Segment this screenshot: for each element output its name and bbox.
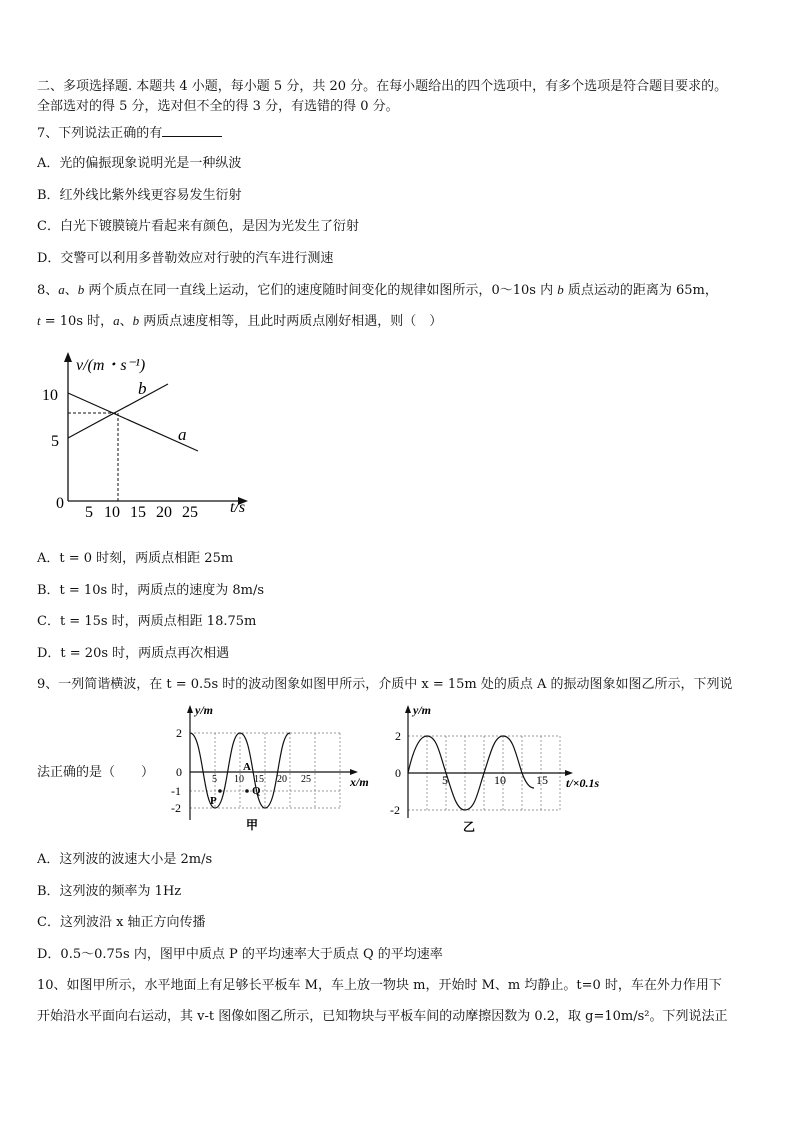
vib-xtick-5: 5 bbox=[442, 773, 448, 787]
vt-xtick-10: 10 bbox=[104, 504, 120, 521]
vt-label-b: b bbox=[138, 379, 147, 398]
wave-xtick-25: 25 bbox=[301, 774, 311, 785]
vt-xtick-5: 5 bbox=[85, 504, 93, 521]
q8-comma: ， bbox=[704, 283, 718, 298]
wave-ytick-minus1: -1 bbox=[171, 784, 181, 798]
q7-option-b: B．红外线比紫外线更容易发生衍射 bbox=[37, 188, 242, 203]
wave-xlabel: x/m bbox=[350, 775, 369, 789]
wave-ylabel: y/m bbox=[195, 703, 213, 717]
wave-label-P: P bbox=[210, 795, 217, 807]
vibration-graph bbox=[390, 700, 612, 835]
q9-option-c: C．这列波沿 x 轴正方向传播 bbox=[37, 915, 206, 930]
wave-ytick-0: 0 bbox=[176, 765, 182, 779]
vt-xlabel: t/s bbox=[230, 499, 246, 516]
vib-ytick-minus2: -2 bbox=[390, 803, 400, 817]
section-header-line1: 二、多项选择题. 本题共 4 小题，每小题 5 分，共 20 分。在每小题给出的四个选项中，有多个选项是符合题目要求的。 bbox=[37, 79, 728, 94]
q8-stem-line2 bbox=[37, 312, 442, 331]
q8-var-b: b bbox=[77, 282, 85, 297]
vt-xtick-25: 25 bbox=[182, 504, 198, 521]
q8-text1: 两个质点在同一直线上运动，它们的速度随时间变化的规律如图所示， bbox=[84, 283, 492, 298]
wave-ytick-minus2: -2 bbox=[171, 801, 181, 815]
q8-var-a2: a bbox=[113, 313, 120, 328]
vt-label-a: a bbox=[178, 425, 187, 444]
wave-xtick-10: 10 bbox=[234, 774, 244, 785]
vt-graph bbox=[36, 348, 266, 523]
q8-range: 0～10s bbox=[491, 283, 536, 298]
vib-caption: 乙 bbox=[463, 820, 476, 834]
q7-option-c: C．白光下镀膜镜片看起来有颜色，是因为光发生了衍射 bbox=[37, 219, 359, 234]
q7-option-d: D．交警可以利用多普勒效应对行驶的汽车进行测速 bbox=[37, 251, 334, 266]
section-header-line2: 全部选对的得 5 分，选对但不全的得 3 分，有选错的得 0 分。 bbox=[37, 99, 399, 114]
q8-var-a: a bbox=[58, 282, 65, 297]
vib-xtick-15: 15 bbox=[536, 773, 548, 787]
q8-time: = 10s bbox=[40, 314, 83, 329]
q9-stem-line2: 法正确的是（ ） bbox=[37, 765, 155, 780]
q7-stem-text: 7、下列说法正确的有 bbox=[37, 126, 163, 141]
vt-xtick-20: 20 bbox=[156, 504, 172, 521]
q8-sep2: 、 bbox=[119, 314, 133, 329]
wave-xtick-15: 15 bbox=[254, 774, 264, 785]
q8-distance: 65m bbox=[675, 283, 705, 298]
q8-text2: 内 bbox=[535, 283, 558, 298]
vib-ylabel: y/m bbox=[413, 703, 431, 717]
vt-origin: 0 bbox=[56, 495, 64, 512]
q8-stem-line1 bbox=[37, 281, 718, 300]
q8-text5: 两质点速度相等，且此时两质点刚好相遇，则（ ） bbox=[139, 314, 443, 329]
wave-caption: 甲 bbox=[246, 818, 259, 832]
vib-xtick-10: 10 bbox=[494, 773, 506, 787]
q9-option-d: D．0.5～0.75s 内，图甲中质点 P 的平均速率大于质点 Q 的平均速率 bbox=[37, 947, 443, 962]
q9-stem-line1: 9、一列简谐横波，在 t = 0.5s 时的波动图象如图甲所示，介质中 x = 15m 处的质点 A 的振动图象如图乙所示，下列说 bbox=[37, 677, 733, 692]
vib-xlabel: t/×0.1s bbox=[566, 776, 600, 790]
vt-xtick-15: 15 bbox=[130, 504, 146, 521]
vt-ytick-5: 5 bbox=[51, 433, 59, 450]
wave-label-A: A bbox=[243, 761, 251, 773]
q8-option-b: B．t = 10s 时，两质点的速度为 8m/s bbox=[37, 583, 265, 598]
q7-stem bbox=[37, 124, 222, 143]
q9-option-b: B．这列波的频率为 1Hz bbox=[37, 884, 182, 899]
q8-sep: 、 bbox=[64, 283, 78, 298]
vib-ytick-2: 2 bbox=[395, 729, 401, 743]
wave-point-P bbox=[218, 789, 222, 793]
q8-option-d: D．t = 20s 时，两质点再次相遇 bbox=[37, 646, 230, 661]
q8-var-b3: b bbox=[132, 313, 140, 328]
q8-var-t: t bbox=[37, 313, 41, 328]
q10-stem-line2: 开始沿水平面向右运动，其 v-t 图像如图乙所示，已知物块与平板车间的动摩擦因数为 0.2，取 g=10m/s²。下列说法正 bbox=[37, 1009, 728, 1024]
vib-ytick-0: 0 bbox=[395, 766, 401, 780]
wave-ytick-2: 2 bbox=[176, 726, 182, 740]
wave-point-Q bbox=[245, 789, 249, 793]
wave-xtick-20: 20 bbox=[277, 774, 287, 785]
q8-text4: 时， bbox=[83, 314, 114, 329]
q10-stem-line1: 10、如图甲所示，水平地面上有足够长平板车 M，车上放一物块 m，开始时 M、m 均静止。t=0 时，车在外力作用下 bbox=[37, 978, 722, 993]
q9-option-a: A．这列波的波速大小是 2m/s bbox=[37, 852, 213, 867]
vt-ytick-10: 10 bbox=[42, 387, 58, 404]
q8-number: 8、 bbox=[37, 283, 59, 298]
wave-label-Q: Q bbox=[252, 785, 261, 797]
q7-option-a: A．光的偏振现象说明光是一种纵波 bbox=[37, 156, 242, 171]
q8-option-a: A．t = 0 时刻，两质点相距 25m bbox=[37, 551, 234, 566]
q8-var-b2: b bbox=[557, 282, 564, 297]
wave-graph bbox=[168, 700, 376, 835]
q8-text3: 质点运动的距离为 bbox=[563, 283, 676, 298]
q8-option-c: C．t = 15s 时，两质点相距 18.75m bbox=[37, 614, 257, 629]
wave-xtick-5: 5 bbox=[212, 774, 217, 785]
q7-answer-blank[interactable] bbox=[162, 124, 222, 137]
vt-ylabel: v/(m・s⁻¹) bbox=[76, 357, 146, 374]
